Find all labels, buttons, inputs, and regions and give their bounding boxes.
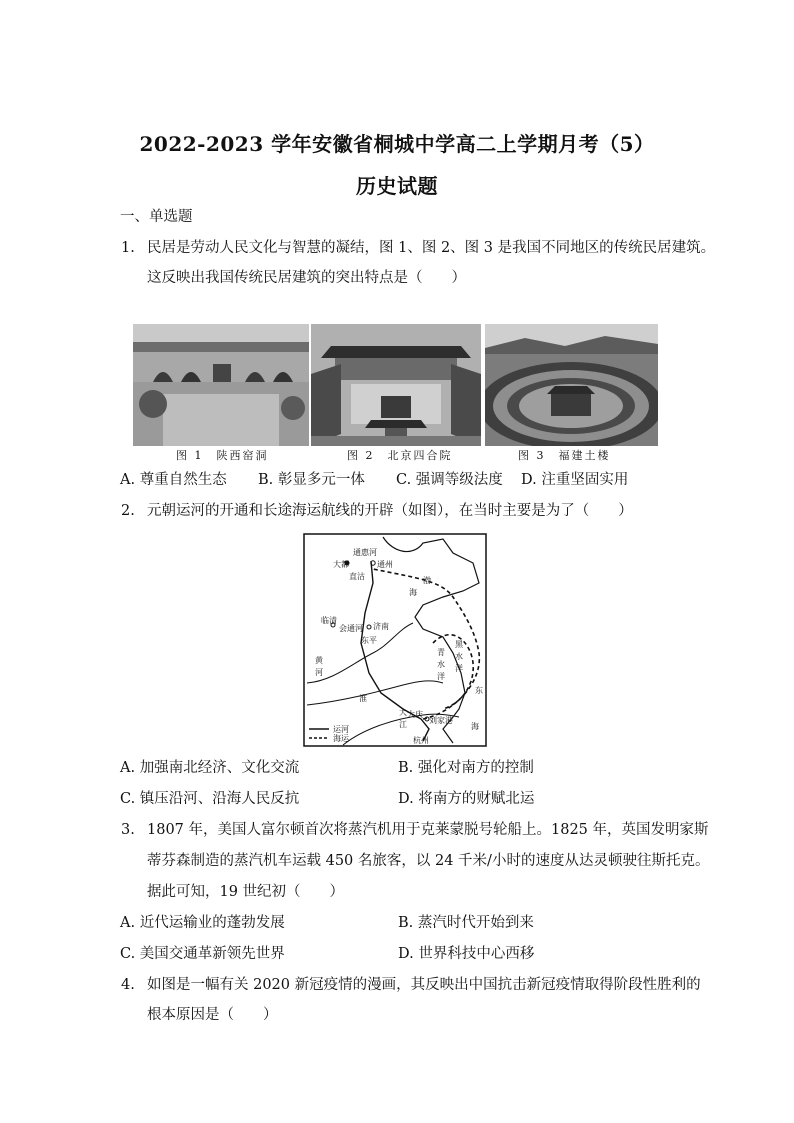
section-heading: 一、单选题 <box>120 209 193 225</box>
figure-3-caption: 图 3 福建土楼 <box>518 449 611 462</box>
question-3-stem-line3: 据此可知，19 世纪初（ ） <box>147 884 345 900</box>
map-label-huitonghe: 会通河 <box>339 624 363 633</box>
map-label-tongzhou: 通州 <box>377 560 393 569</box>
question-3-stem-line2: 蒂芬森制造的蒸汽机车运载 450 名旅客，以 24 千米/小时的速度从达灵顿驶往斯托克。 <box>147 853 710 869</box>
map-label-dongping: 东平 <box>361 636 377 645</box>
map-label-yang1: 洋 <box>437 672 445 681</box>
question-2-stem-line1: 元朝运河的开通和长途海运航线的开辟（如图），在当时主要是为了（ ） <box>147 503 633 519</box>
map-label-yang2: 洋 <box>455 664 463 673</box>
map-label-hai: 海 <box>409 588 417 597</box>
map-label-qing: 青 <box>437 648 445 657</box>
map-label-huai: 淮 <box>359 694 367 703</box>
map-label-dong: 东 <box>475 686 483 695</box>
question-4-stem-line1: 如图是一幅有关 2020 新冠疫情的漫画，其反映出中国抗击新冠疫情取得阶段性胜利的 <box>147 977 701 993</box>
map-label-shui2: 水 <box>455 652 463 661</box>
figure-2-caption: 图 2 北京四合院 <box>347 449 453 462</box>
figure-2-courtyard-house-photo <box>311 324 481 446</box>
question-3-option-a[interactable]: A. 近代运输业的蓬勃发展 <box>120 915 285 931</box>
map-legend-sea-route: 海运 <box>333 734 349 743</box>
map-label-jiang: 江 <box>399 720 407 729</box>
question-2-number: 2. <box>121 503 135 519</box>
question-1-option-c[interactable]: C. 强调等级法度 <box>396 472 503 488</box>
question-1-option-a[interactable]: A. 尊重自然生态 <box>120 472 227 488</box>
question-2-option-b[interactable]: B. 强化对南方的控制 <box>398 760 534 776</box>
question-2-option-a[interactable]: A. 加强南北经济、文化交流 <box>120 760 300 776</box>
yuan-canal-sea-route-map <box>303 533 487 747</box>
map-label-bo: 渤 <box>423 576 431 585</box>
question-3-option-b[interactable]: B. 蒸汽时代开始到来 <box>398 915 534 931</box>
map-label-da: 大 <box>399 708 407 717</box>
map-legend-canal: 运河 <box>333 725 349 734</box>
exam-title: 2022-2023 学年安徽省桐城中学高二上学期月考（5） <box>139 132 655 156</box>
question-3-number: 3. <box>121 822 135 838</box>
question-1-option-d[interactable]: D. 注重坚固实用 <box>521 472 629 488</box>
exam-subtitle: 历史试题 <box>356 174 438 198</box>
question-3-option-c[interactable]: C. 美国交通革新领先世界 <box>120 946 285 962</box>
question-1-number: 1. <box>121 240 135 256</box>
question-1-option-b[interactable]: B. 彰显多元一体 <box>258 472 365 488</box>
question-1-stem-line2: 这反映出我国传统民居建筑的突出特点是（ ） <box>147 270 466 286</box>
map-label-hai2: 海 <box>471 722 479 731</box>
map-label-linqing: 临清 <box>321 616 337 625</box>
question-3-option-d[interactable]: D. 世界科技中心西移 <box>398 946 535 962</box>
map-label-huang: 黄 <box>315 656 323 665</box>
question-1-stem-line1: 民居是劳动人民文化与智慧的凝结，图 1、图 2、图 3 是我国不同地区的传统民居建筑。 <box>147 240 716 256</box>
map-label-hei: 黑 <box>455 640 463 649</box>
figure-1-caption: 图 1 陕西窑洞 <box>176 449 269 462</box>
figure-1-cave-dwelling-photo <box>133 324 309 446</box>
map-label-tonghuihe: 通惠河 <box>353 548 377 557</box>
map-label-daqing: 大庆 <box>407 710 423 719</box>
question-4-stem-line2: 根本原因是（ ） <box>147 1007 278 1023</box>
question-3-stem-line1: 1807 年，美国人富尔顿首次将蒸汽机用于克莱蒙脱号轮船上。1825 年，英国发明家斯 <box>147 822 709 838</box>
map-label-shui1: 水 <box>437 660 445 669</box>
map-label-jinan: 济南 <box>373 622 389 631</box>
map-label-dadu: 大都 <box>333 560 349 569</box>
map-label-liujiagang: 刘家港 <box>429 716 453 725</box>
map-label-zhigu: 直沽 <box>349 572 365 581</box>
figure-3-tulou-photo <box>485 324 658 446</box>
map-label-he: 河 <box>315 668 323 677</box>
question-2-option-c[interactable]: C. 镇压沿河、沿海人民反抗 <box>120 791 300 807</box>
question-4-number: 4. <box>121 977 135 993</box>
question-2-option-d[interactable]: D. 将南方的财赋北运 <box>398 791 535 807</box>
map-label-hangzhou: 杭州 <box>413 736 429 745</box>
